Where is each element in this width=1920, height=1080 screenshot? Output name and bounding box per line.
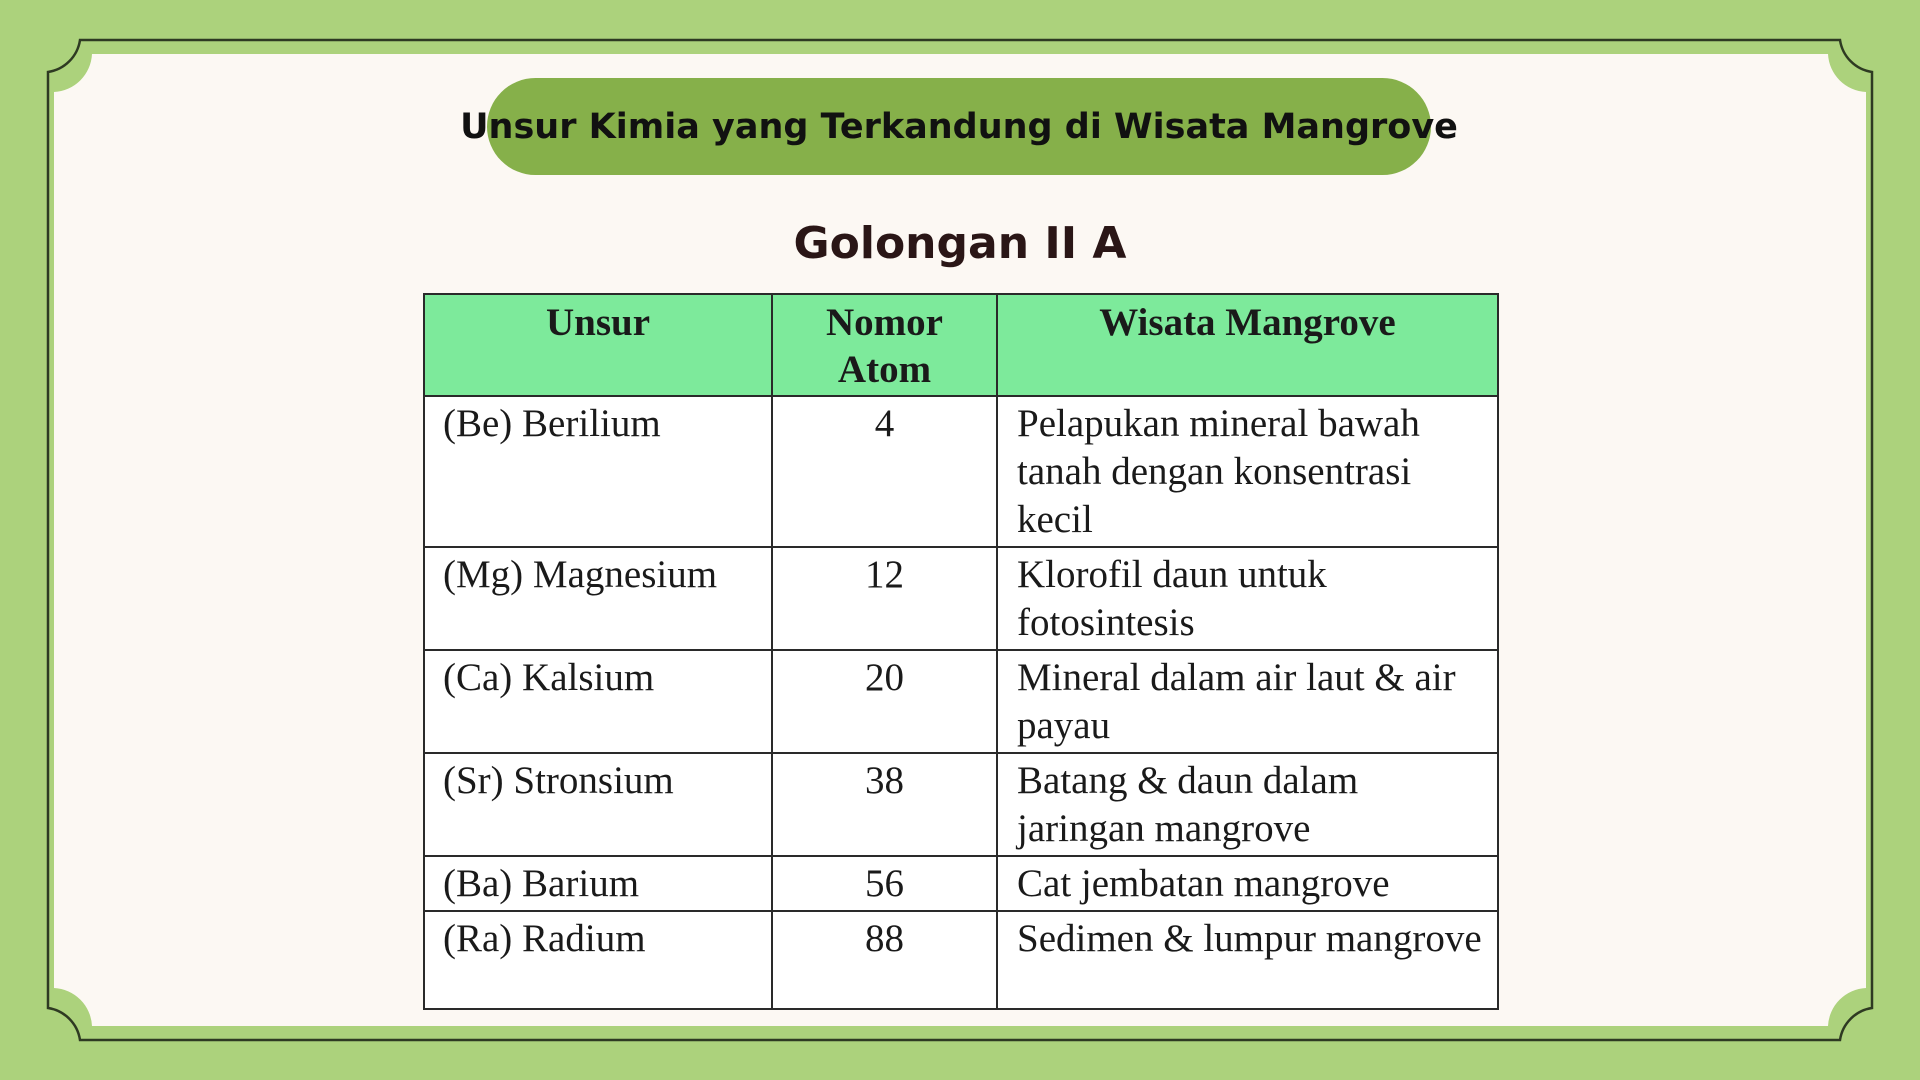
header-unsur: Unsur <box>424 294 772 396</box>
section-subtitle: Golongan II A <box>793 218 1127 269</box>
cell-unsur: (Ba) Barium <box>424 856 772 911</box>
table-row <box>424 396 1498 547</box>
cell-nomor: 20 <box>772 650 997 753</box>
table-header-row <box>424 294 1498 396</box>
table-row <box>424 753 1498 856</box>
cell-wisata: Sedimen & lumpur mangrove <box>997 911 1498 1009</box>
cell-wisata: Batang & daun dalam jaringan mangrove <box>997 753 1498 856</box>
header-nomor-atom: Nomor Atom <box>772 294 997 396</box>
cell-nomor: 88 <box>772 911 997 1009</box>
title-banner <box>460 78 1458 175</box>
cell-unsur: (Ca) Kalsium <box>424 650 772 753</box>
cell-nomor: 38 <box>772 753 997 856</box>
elements-table <box>423 293 1499 1010</box>
cell-nomor: 4 <box>772 396 997 547</box>
table-row <box>424 650 1498 753</box>
table-row <box>424 911 1498 1009</box>
cell-unsur: (Be) Berilium <box>424 396 772 547</box>
table-row <box>424 547 1498 650</box>
header-wisata-mangrove: Wisata Mangrove <box>997 294 1498 396</box>
cell-unsur: (Mg) Magnesium <box>424 547 772 650</box>
cell-wisata: Mineral dalam air laut & air payau <box>997 650 1498 753</box>
cell-wisata: Pelapukan mineral bawah tanah dengan konsentrasi kecil <box>997 396 1498 547</box>
cell-wisata: Klorofil daun untuk fotosintesis <box>997 547 1498 650</box>
cell-unsur: (Sr) Stronsium <box>424 753 772 856</box>
table-row <box>424 856 1498 911</box>
cell-wisata: Cat jembatan mangrove <box>997 856 1498 911</box>
page-title: Unsur Kimia yang Terkandung di Wisata Mangrove <box>460 106 1458 147</box>
cell-nomor: 56 <box>772 856 997 911</box>
cell-unsur: (Ra) Radium <box>424 911 772 1009</box>
cell-nomor: 12 <box>772 547 997 650</box>
